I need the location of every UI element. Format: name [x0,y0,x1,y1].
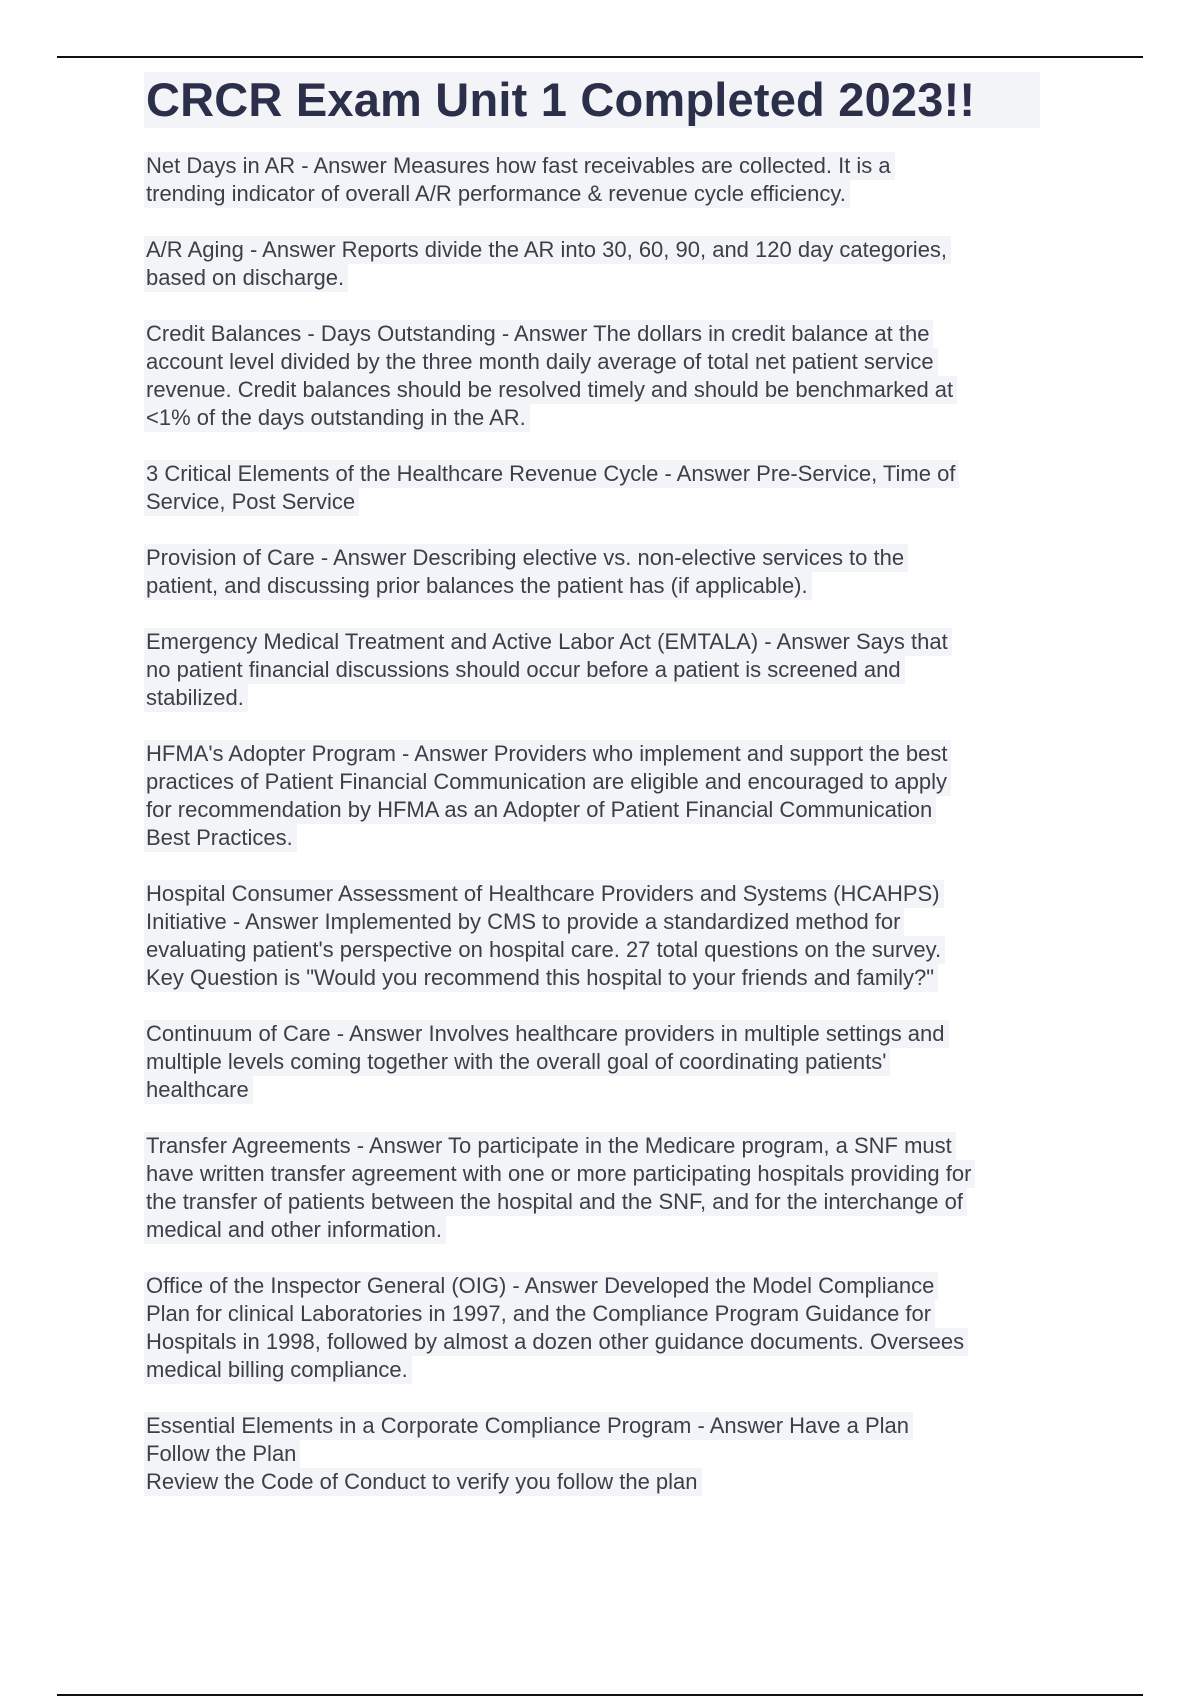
qa-entry [144,1272,1049,1384]
qa-entry [144,236,1049,292]
entry-line: Service, Post Service [144,488,359,516]
entry-line: for recommendation by HFMA as an Adopter of Patient Financial Communication [144,796,936,824]
qa-entry [144,1132,1049,1244]
document-title: CRCR Exam Unit 1 Completed 2023!! [144,72,1040,128]
entry-line: Best Practices. [144,824,297,852]
qa-entry [144,1412,1049,1496]
entry-line: Office of the Inspector General (OIG) - Answer Developed the Model Compliance [144,1272,938,1300]
entry-line: Emergency Medical Treatment and Active Labor Act (EMTALA) - Answer Says that [144,628,952,656]
entry-line: 3 Critical Elements of the Healthcare Revenue Cycle - Answer Pre-Service, Time of [144,460,959,488]
qa-entry [144,320,1049,432]
entry-line: Hospitals in 1998, followed by almost a dozen other guidance documents. Oversees [144,1328,968,1356]
entry-line: practices of Patient Financial Communication are eligible and encouraged to apply [144,768,951,796]
entry-line: Essential Elements in a Corporate Compliance Program - Answer Have a Plan [144,1412,913,1440]
qa-entry [144,880,1049,992]
entry-line: account level divided by the three month daily average of total net patient service [144,348,938,376]
entry-line: Net Days in AR - Answer Measures how fast receivables are collected. It is a [144,152,895,180]
qa-entry [144,740,1049,852]
entry-line: Transfer Agreements - Answer To participate in the Medicare program, a SNF must [144,1132,956,1160]
entry-line: trending indicator of overall A/R performance & revenue cycle efficiency. [144,180,850,208]
entry-line: revenue. Credit balances should be resolved timely and should be benchmarked at [144,376,957,404]
bottom-rule [57,1694,1143,1696]
qa-entry [144,460,1049,516]
entry-line: Key Question is "Would you recommend this hospital to your friends and family?" [144,964,938,992]
entry-line: based on discharge. [144,264,348,292]
entry-line: Provision of Care - Answer Describing elective vs. non-elective services to the [144,544,908,572]
entry-line: HFMA's Adopter Program - Answer Providers who implement and support the best [144,740,951,768]
entry-line: multiple levels coming together with the overall goal of coordinating patients' [144,1048,890,1076]
entry-line: Hospital Consumer Assessment of Healthcare Providers and Systems (HCAHPS) [144,880,944,908]
entry-line: no patient financial discussions should occur before a patient is screened and [144,656,905,684]
entry-line: the transfer of patients between the hospital and the SNF, and for the interchange of [144,1188,967,1216]
entry-line: Follow the Plan [144,1440,300,1468]
entry-line: medical and other information. [144,1216,446,1244]
qa-entry [144,152,1049,208]
entry-line: evaluating patient's perspective on hospital care. 27 total questions on the survey. [144,936,945,964]
entry-line: healthcare [144,1076,253,1104]
entry-line: <1% of the days outstanding in the AR. [144,404,530,432]
qa-entry [144,628,1049,712]
entry-line: have written transfer agreement with one or more participating hospitals providing for [144,1160,975,1188]
entry-line: medical billing compliance. [144,1356,412,1384]
entry-line: Review the Code of Conduct to verify you follow the plan [144,1468,702,1496]
entry-line: Plan for clinical Laboratories in 1997, and the Compliance Program Guidance for [144,1300,935,1328]
entry-line: stabilized. [144,684,248,712]
top-rule [57,56,1143,58]
entry-line: A/R Aging - Answer Reports divide the AR into 30, 60, 90, and 120 day categories, [144,236,951,264]
entry-line: Credit Balances - Days Outstanding - Answer The dollars in credit balance at the [144,320,933,348]
entry-line: patient, and discussing prior balances the patient has (if applicable). [144,572,812,600]
qa-entry [144,544,1049,600]
document-body [144,72,1054,1524]
entry-list [144,152,1054,1496]
entry-line: Continuum of Care - Answer Involves healthcare providers in multiple settings and [144,1020,949,1048]
qa-entry [144,1020,1049,1104]
entry-line: Initiative - Answer Implemented by CMS to provide a standardized method for [144,908,904,936]
